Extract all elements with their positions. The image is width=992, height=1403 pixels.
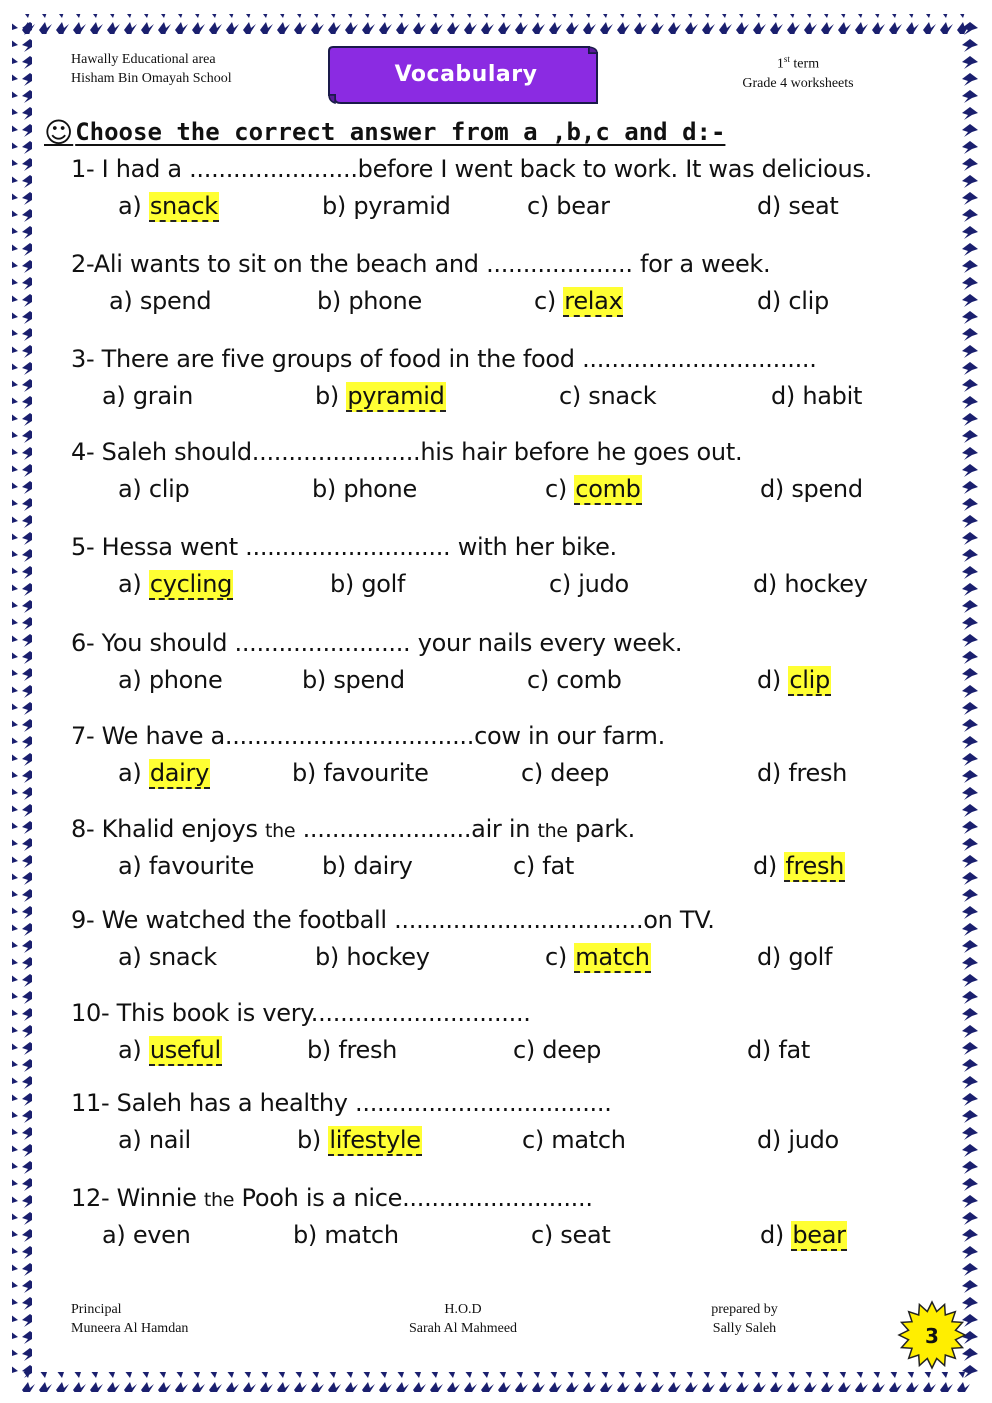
- term-label: 1st term: [776, 54, 820, 72]
- option-letter: d): [757, 1126, 789, 1154]
- highlighted-answer: fresh: [785, 852, 845, 880]
- option-letter: c): [534, 287, 564, 315]
- option-word: snack: [588, 382, 657, 410]
- option-letter: a): [109, 287, 140, 315]
- principal-signature: [71, 1300, 188, 1338]
- question-12-option-d[interactable]: [760, 1221, 847, 1249]
- question-1-option-a[interactable]: [118, 192, 219, 220]
- option-word: habit: [802, 382, 863, 410]
- option-letter: b): [312, 475, 344, 503]
- question-12-text: [71, 1184, 593, 1212]
- smiley-icon: ☺: [44, 116, 74, 149]
- option-letter: b): [330, 570, 362, 598]
- option-letter: d): [760, 475, 792, 503]
- question-2-text: [71, 250, 770, 278]
- option-letter: b): [315, 382, 347, 410]
- question-8-option-a[interactable]: [118, 852, 254, 880]
- hod-name: Sarah Al Mahmeed: [408, 1321, 518, 1336]
- option-word: pyramid: [353, 192, 451, 220]
- question-3-option-c[interactable]: [559, 382, 656, 410]
- option-letter: b): [293, 1221, 325, 1249]
- option-letter: d): [747, 1036, 779, 1064]
- option-word: fat: [778, 1036, 810, 1064]
- option-word: comb: [556, 666, 622, 694]
- option-letter: c): [521, 759, 551, 787]
- option-word: golf: [788, 943, 833, 971]
- question-stem: 3- There are five groups of food in the food ................................: [71, 345, 817, 373]
- highlighted-answer: lifestyle: [329, 1126, 421, 1154]
- option-letter: a): [118, 1126, 149, 1154]
- option-letter: c): [545, 943, 575, 971]
- question-9-text: [71, 906, 715, 934]
- question-1-option-d[interactable]: [757, 192, 839, 220]
- option-letter: c): [531, 1221, 561, 1249]
- highlighted-answer: useful: [149, 1036, 221, 1064]
- option-word: bear: [556, 192, 610, 220]
- question-10-option-c[interactable]: [513, 1036, 601, 1064]
- option-letter: a): [118, 943, 149, 971]
- option-word: hockey: [784, 570, 868, 598]
- option-letter: a): [118, 666, 149, 694]
- option-word: judo: [578, 570, 629, 598]
- question-8-option-c[interactable]: [513, 852, 574, 880]
- option-letter: b): [302, 666, 334, 694]
- term-info: [733, 50, 863, 93]
- question-stem-part: park.: [567, 815, 635, 843]
- option-word: even: [132, 1221, 191, 1249]
- question-stem: 11- Saleh has a healthy ...................................: [71, 1089, 612, 1117]
- option-word: phone: [343, 475, 417, 503]
- option-word: golf: [361, 570, 406, 598]
- question-6-option-c[interactable]: [527, 666, 622, 694]
- question-11-text: [71, 1089, 612, 1117]
- question-11-option-c[interactable]: [522, 1126, 626, 1154]
- option-letter: d): [757, 666, 789, 694]
- question-1-text: [71, 155, 872, 183]
- page-number-badge: [897, 1300, 967, 1370]
- option-letter: d): [753, 852, 785, 880]
- question-8-option-b[interactable]: [322, 852, 413, 880]
- option-letter: a): [118, 475, 149, 503]
- option-word: grain: [132, 382, 194, 410]
- option-word: favourite: [323, 759, 429, 787]
- question-3-option-a[interactable]: [102, 382, 193, 410]
- option-letter: a): [118, 759, 149, 787]
- question-12-option-c[interactable]: [531, 1221, 610, 1249]
- school-name: Hisham Bin Omayah School: [71, 71, 232, 86]
- question-11-option-d[interactable]: [757, 1126, 839, 1154]
- question-9-option-a[interactable]: [118, 943, 217, 971]
- option-letter: a): [118, 852, 149, 880]
- option-word: deep: [542, 1036, 602, 1064]
- question-5-option-b[interactable]: [330, 570, 405, 598]
- highlighted-answer: clip: [789, 666, 830, 694]
- option-letter: d): [760, 1221, 792, 1249]
- option-letter: d): [757, 943, 789, 971]
- question-stem-part: 8- Khalid enjoys: [71, 815, 265, 843]
- question-11-option-a[interactable]: [118, 1126, 191, 1154]
- instruction-text: Choose the correct answer from a ,b,c and d:-: [75, 118, 726, 146]
- option-word: fresh: [338, 1036, 398, 1064]
- hod-title: H.O.D: [444, 1302, 482, 1317]
- option-letter: c): [513, 1036, 543, 1064]
- question-6-option-a[interactable]: [118, 666, 222, 694]
- option-word: phone: [148, 666, 223, 694]
- question-3-text: [71, 345, 817, 373]
- option-letter: a): [102, 382, 133, 410]
- option-letter: c): [522, 1126, 552, 1154]
- option-letter: b): [322, 192, 354, 220]
- page-number: 3: [925, 1324, 939, 1348]
- option-word: phone: [348, 287, 422, 315]
- question-10-option-a[interactable]: [118, 1036, 222, 1064]
- option-word: match: [324, 1221, 399, 1249]
- option-letter: d): [757, 192, 789, 220]
- question-8-option-d[interactable]: [753, 852, 845, 880]
- option-letter: d): [757, 759, 789, 787]
- question-stem: 9- We watched the football ..................................on TV.: [71, 906, 715, 934]
- option-letter: c): [513, 852, 543, 880]
- instruction-heading: [44, 116, 725, 149]
- option-letter: b): [317, 287, 349, 315]
- question-stem: 5- Hessa went ............................ with her bike.: [71, 533, 617, 561]
- option-letter: c): [545, 475, 575, 503]
- question-7-option-d[interactable]: [757, 759, 847, 787]
- option-letter: c): [527, 666, 557, 694]
- grade-label: Grade 4 worksheets: [742, 75, 854, 91]
- question-4-option-d[interactable]: [760, 475, 863, 503]
- question-4-text: [71, 438, 742, 466]
- principal-title: Principal: [71, 1302, 122, 1317]
- question-6-text: [71, 629, 682, 657]
- question-4-option-a[interactable]: [118, 475, 189, 503]
- option-word: spend: [791, 475, 863, 503]
- option-word: seat: [560, 1221, 611, 1249]
- question-5-option-c[interactable]: [549, 570, 629, 598]
- hod-signature: [398, 1300, 528, 1338]
- question-stem: 10- This book is very..............................: [71, 999, 531, 1027]
- question-stem-part: the: [264, 820, 296, 842]
- question-9-option-d[interactable]: [757, 943, 832, 971]
- option-word: clip: [788, 287, 829, 315]
- preparer-title: prepared by: [711, 1302, 778, 1317]
- highlighted-answer: comb: [575, 475, 641, 503]
- option-letter: a): [102, 1221, 133, 1249]
- option-letter: d): [753, 570, 785, 598]
- question-8-text: [71, 815, 635, 843]
- option-word: spend: [333, 666, 405, 694]
- question-11-option-b[interactable]: [297, 1126, 422, 1154]
- option-letter: c): [559, 382, 589, 410]
- option-word: nail: [148, 1126, 191, 1154]
- option-word: spend: [139, 287, 212, 315]
- question-7-option-b[interactable]: [292, 759, 429, 787]
- question-1-option-b[interactable]: [322, 192, 451, 220]
- question-stem: 7- We have a..................................cow in our farm.: [71, 722, 665, 750]
- school-info: [71, 50, 232, 88]
- question-1-option-c[interactable]: [527, 192, 610, 220]
- question-6-option-b[interactable]: [302, 666, 405, 694]
- highlighted-answer: match: [575, 943, 650, 971]
- option-letter: b): [322, 852, 354, 880]
- option-word: deep: [550, 759, 610, 787]
- question-12-option-a[interactable]: [102, 1221, 191, 1249]
- question-2-option-b[interactable]: [317, 287, 422, 315]
- question-stem-part: Pooh is a nice..........................: [234, 1184, 593, 1212]
- option-word: snack: [148, 943, 217, 971]
- option-word: clip: [148, 475, 190, 503]
- question-2-option-a[interactable]: [109, 287, 211, 315]
- page-title: Vocabulary: [394, 62, 538, 87]
- question-3-option-d[interactable]: [771, 382, 862, 410]
- option-word: hockey: [346, 943, 430, 971]
- preparer-name: Sally Saleh: [712, 1321, 777, 1336]
- question-stem-part: the: [203, 1189, 235, 1211]
- question-5-option-d[interactable]: [753, 570, 868, 598]
- option-letter: b): [297, 1126, 329, 1154]
- option-letter: b): [292, 759, 324, 787]
- question-stem: 1- I had a .......................before I went back to work. It was delicious.: [71, 155, 872, 183]
- option-word: dairy: [353, 852, 413, 880]
- highlighted-answer: relax: [564, 287, 623, 315]
- question-10-option-b[interactable]: [307, 1036, 397, 1064]
- highlighted-answer: cycling: [149, 570, 233, 598]
- question-stem-part: the: [537, 820, 568, 842]
- option-letter: b): [315, 943, 347, 971]
- option-letter: c): [527, 192, 557, 220]
- highlighted-answer: bear: [792, 1221, 846, 1249]
- question-9-option-c[interactable]: [545, 943, 651, 971]
- highlighted-answer: pyramid: [347, 382, 445, 410]
- option-word: match: [551, 1126, 626, 1154]
- option-word: fat: [542, 852, 574, 880]
- option-letter: a): [118, 1036, 149, 1064]
- question-5-option-a[interactable]: [118, 570, 233, 598]
- question-stem: 2-Ali wants to sit on the beach and .................... for a week.: [71, 250, 771, 278]
- question-7-text: [71, 722, 665, 750]
- highlighted-answer: dairy: [149, 759, 209, 787]
- question-stem-part: .......................air in: [295, 815, 538, 843]
- option-word: judo: [788, 1126, 839, 1154]
- question-4-option-b[interactable]: [312, 475, 417, 503]
- principal-name: Muneera Al Hamdan: [71, 1321, 189, 1336]
- question-9-option-b[interactable]: [315, 943, 430, 971]
- question-7-option-a[interactable]: [118, 759, 210, 787]
- question-6-option-d[interactable]: [757, 666, 831, 694]
- preparer-signature: [692, 1300, 797, 1338]
- question-10-option-d[interactable]: [747, 1036, 810, 1064]
- option-word: fresh: [788, 759, 848, 787]
- question-10-text: [71, 999, 531, 1027]
- question-3-option-b[interactable]: [315, 382, 446, 410]
- question-2-option-d[interactable]: [757, 287, 829, 315]
- question-stem: 6- You should ........................ your nails every week.: [71, 629, 683, 657]
- option-letter: b): [307, 1036, 339, 1064]
- option-letter: c): [549, 570, 579, 598]
- area-name: Hawally Educational area: [71, 52, 216, 67]
- question-12-option-b[interactable]: [293, 1221, 399, 1249]
- question-7-option-c[interactable]: [521, 759, 609, 787]
- question-stem-part: 12- Winnie: [71, 1184, 204, 1212]
- option-letter: a): [118, 192, 149, 220]
- option-letter: d): [757, 287, 789, 315]
- option-word: seat: [788, 192, 839, 220]
- question-4-option-c[interactable]: [545, 475, 642, 503]
- option-letter: d): [771, 382, 803, 410]
- question-2-option-c[interactable]: [534, 287, 623, 315]
- option-word: favourite: [148, 852, 255, 880]
- question-5-text: [71, 533, 617, 561]
- question-stem: 4- Saleh should.......................his hair before he goes out.: [71, 438, 743, 466]
- option-letter: a): [118, 570, 149, 598]
- highlighted-answer: snack: [149, 192, 218, 220]
